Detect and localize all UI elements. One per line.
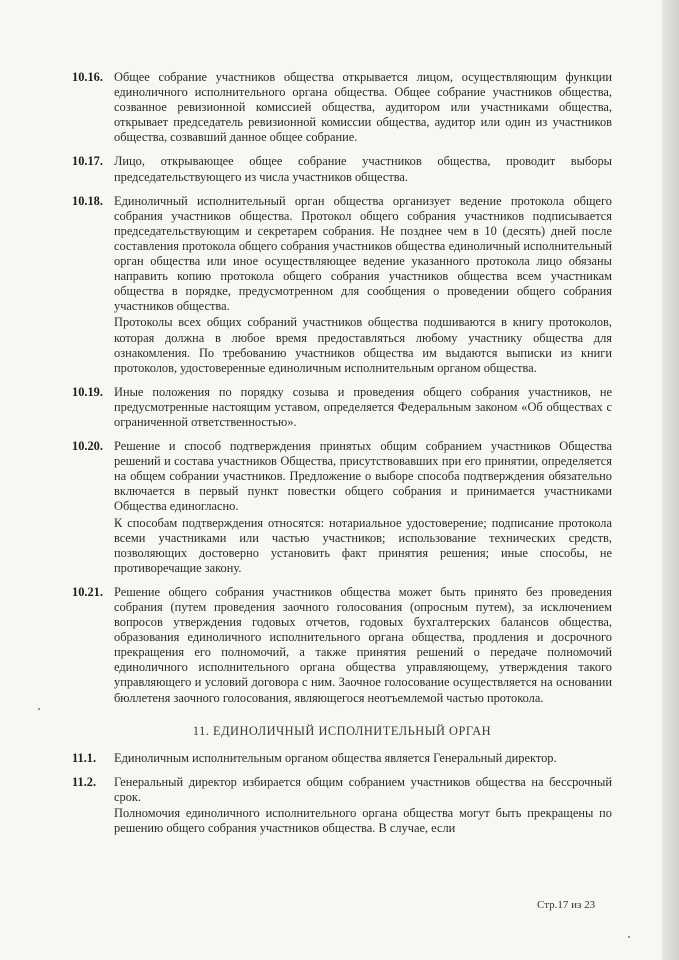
clause-number: 10.20. [72,439,103,454]
clause-body [114,194,612,376]
paragraph: Генеральный директор избирается общим собранием участников общества на бессрочный срок. [114,774,612,804]
page-number: Стр.17 из 23 [537,899,596,911]
clause-10-19 [72,385,612,430]
section-title: 11. ЕДИНОЛИЧНЫЙ ИСПОЛНИТЕЛЬНЫЙ ОРГАН [192,723,492,738]
clause-number: 10.19. [72,384,103,399]
scan-speck [38,708,40,710]
clause-body [114,775,612,836]
clause-body [114,585,612,706]
document-content [72,70,612,845]
paragraph: Единоличным исполнительным органом общества является Генеральный директор. [114,750,557,765]
paragraph: Полномочия единоличного исполнительного органа общества могут быть прекращены по решению общего собрания участников общества. В случае, если [114,806,612,836]
clause-10-18 [72,194,612,376]
clause-10-21 [72,585,612,706]
clause-10-16 [72,70,612,145]
paragraph: Единоличный исполнительный орган общества организует ведение протокола общего собрания участников общества. Протокол общего собрания участников подписывается председательствующим и секретарем собрания. Не позднее чем в 10 (десять) дней после составления протокола общего собрания участников общества единоличный исполнительный орган общества или иное осуществляющее ведение указанного протокола лицо обязаны направить копию протокола общего собрания участников общества всем участникам общества в порядке, предусмотренном для сообщения о проведении общего собрания участников общества. [114,193,612,314]
clause-body [114,70,612,145]
clause-11-2 [72,775,612,836]
paragraph: Лицо, открывающее общее собрание участников общества, проводит выборы председательствующего из числа участников общества. [114,154,612,184]
paragraph: Иные положения по порядку созыва и проведения общего собрания участников, не предусмотренные настоящим уставом, определяется Федеральным законом «Об обществах с ограниченной ответственностью». [114,384,612,429]
paragraph: Решение общего собрания участников общества может быть принято без проведения собрания (путем проведения заочного голосования (опросным путем), за исключением вопросов утверждения годовых отчетов, годовых бухгалтерских балансов общества, образования единоличного исполнительного органа общества, продления и досрочного прекращения его полномочий, а также принятия решений о передаче полномочий единоличного исполнительного органа общества управляющему, утверждения такого управляющего и условий договора с ним. Заочное голосование осуществляется на основании бюллетеня заочного голосования, являющегося неотъемлемой частью протокола. [114,584,612,705]
clause-10-20 [72,439,612,576]
clause-body [114,439,612,576]
clause-number: 10.21. [72,584,103,599]
paragraph: К способам подтверждения относятся: нотариальное удостоверение; подписание протокола всеми участниками или частью участников; использование технических средств, позволяющих достоверно установить факт принятия решения; иные способы, не противоречащие закону. [114,515,612,575]
clause-number: 10.17. [72,154,103,169]
paragraph: Общее собрание участников общества открывается лицом, осуществляющим функции единоличного исполнительного органа общества. Общее собрание участников общества, созванное ревизионной комиссией общества, аудитором или участниками общества, открывает председатель ревизионной комиссии общества, аудитор или один из участников общества, созвавший данное общее собрание. [114,70,612,145]
clause-10-17 [72,154,612,184]
paragraph: Протоколы всех общих собраний участников общества подшиваются в книгу протоколов, которая должна в любое время предоставляться любому участнику общества для ознакомления. По требованию участников общества им выдаются выписки из книги протоколов, удостоверенные единоличным исполнительным органом общества. [114,315,612,375]
clause-number: 10.16. [72,70,103,84]
clause-body [114,154,612,184]
clause-11-1 [72,751,612,766]
scan-speck [628,936,630,938]
clause-body [114,385,612,430]
clause-number: 10.18. [72,193,103,208]
clause-number: 11.2. [72,774,97,789]
clause-number: 11.1. [72,750,97,765]
paragraph: Решение и способ подтверждения принятых общим собранием участников Общества решений и состава участников Общества, присутствовавших при его принятии, определяется на общем собрании участников. Предложение о выборе способа подтверждения обязательно включается в первый пункт повестки общего собрания и принимается участниками Общества единогласно. [114,439,612,514]
page-edge-shadow [662,0,679,960]
clause-body [114,751,612,766]
